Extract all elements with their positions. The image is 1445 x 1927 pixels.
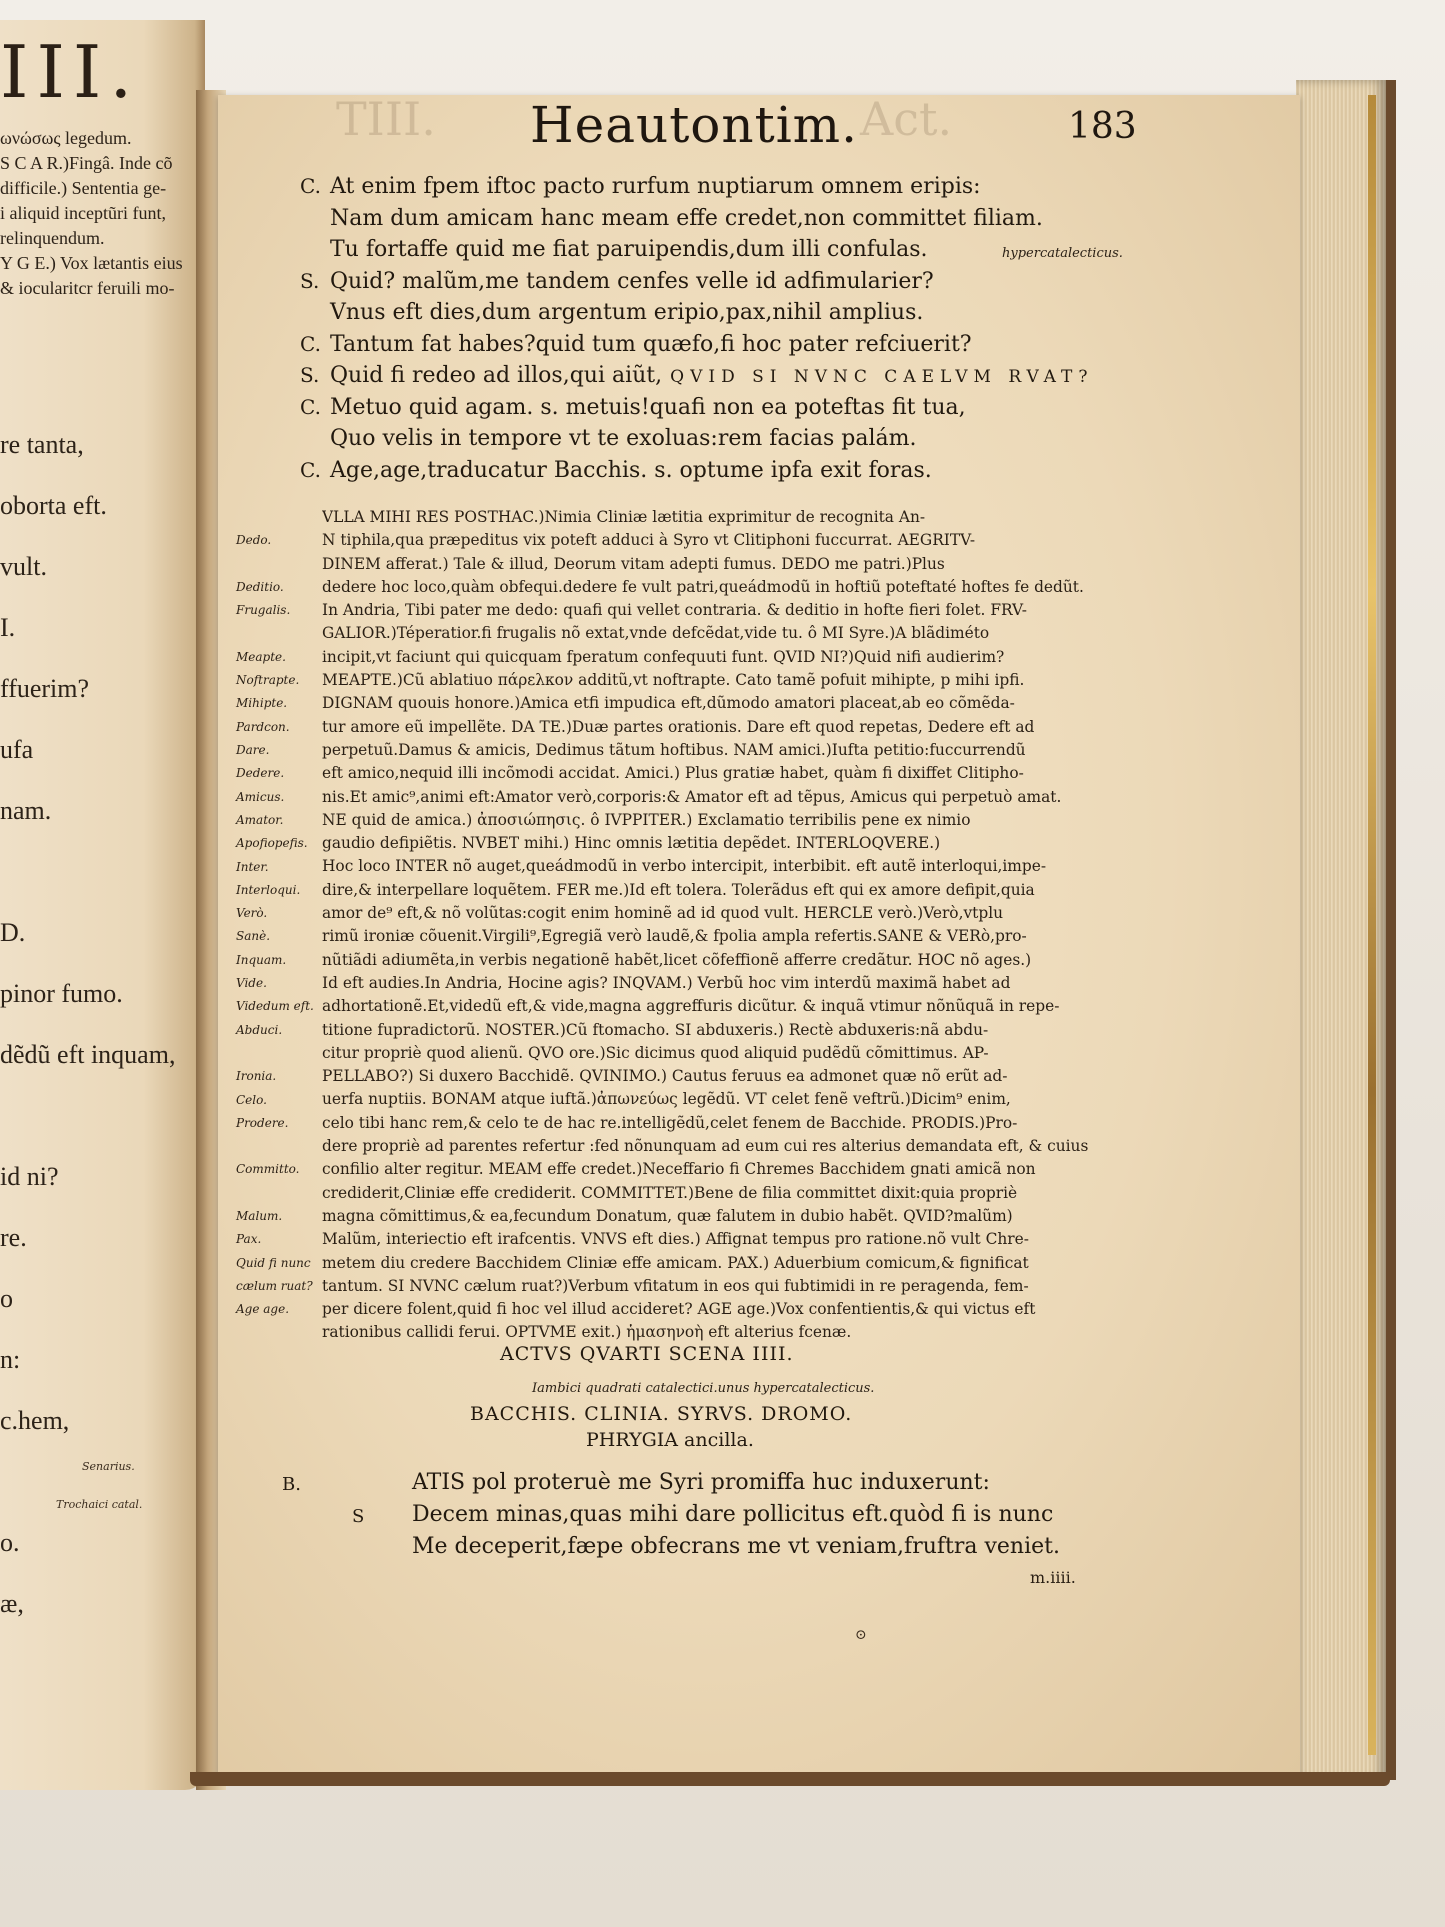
left-text-line: re tanta, [0, 430, 84, 459]
speaker-label: S. [300, 363, 320, 387]
margin-note: Abduci. [236, 1022, 283, 1037]
margin-note: Vide. [236, 976, 267, 990]
margin-note: Committo. [236, 1162, 300, 1177]
speaker-label: C. [300, 174, 321, 198]
commentary-line: N tiphila,qua præpeditus vix poteft adduci à Syro vt Clitiphoni fuccurrat. AEGRITV- [322, 531, 976, 550]
scene-verse-line: ATIS pol proteruè me Syri promiffa huc induxerunt: [412, 1470, 990, 1495]
commentary-line: PELLABO?) Si duxero Bacchidẽ. QVINIMO.) Cautus feruus ea admonet quæ nõ erũt ad- [322, 1067, 1008, 1086]
verse-text: Metuo quid agam. s. metuis!quafi non ea poteftas fit tua, [330, 394, 966, 420]
left-text-line: nam. [0, 796, 52, 825]
commentary-line: crediderit,Cliniæ effe crediderit. COMMITTET.)Bene de filia committet dixit:quia propriè [322, 1183, 1018, 1202]
margin-note: cælum ruat? [236, 1278, 313, 1293]
commentary-line: tur amore eũ impellẽte. DA TE.)Duæ partes orationis. Dare eft quod repetas, Dedere eft ad [322, 717, 1035, 736]
left-note-line: relinquendum. [0, 228, 105, 248]
commentary-line: celo tibi hanc rem,& celo te de hac re.intelligẽdũ,celet fenem de Bacchide. PRODIS.)Pro- [322, 1113, 1018, 1132]
section-meter: Iambici quadrati catalectici.unus hypercatalecticus. [532, 1381, 875, 1396]
left-page [0, 20, 205, 1790]
commentary-line: per dicere folent,quid fi hoc vel illud accideret? AGE age.)Vox confentientis,& qui victus eft [322, 1300, 1036, 1319]
verse-line [300, 332, 972, 357]
margin-note: Frugalis. [236, 603, 291, 618]
margin-note: Pardcon. [236, 719, 290, 734]
left-text-line: vult. [0, 552, 47, 581]
verse-text: Tu fortaffe quid me fiat paruipendis,dum illi confulas. [330, 237, 928, 262]
commentary-line: tantum. SI NVNC cælum ruat?)Verbum vfitatum in eos qui fubtimidi in re peragenda, fem- [322, 1276, 1029, 1295]
left-note-line: difficile.) Sententia ge- [0, 178, 167, 198]
margin-note: Quid fi nunc [236, 1255, 311, 1270]
verse-caps: QVID SI NVNC CAELVM RVAT? [670, 367, 1094, 387]
commentary-line: DIGNAM quouis honore.)Amica etfi impudica eft,dũmodo amatori placeat,ab eo cõmẽda- [322, 694, 1015, 713]
commentary-line: Hoc loco INTER nõ auget,queádmodũ in verbo intercipit, interbibit. eft autẽ interloqui,impe- [322, 857, 1047, 876]
margin-note: Prodere. [236, 1115, 289, 1130]
left-text-line: ufa [0, 735, 34, 764]
commentary-line: VLLA MIHI RES POSTHAC.)Nimia Cliniæ lætitia exprimitur de recognita An- [322, 508, 926, 526]
scene-verse-line: Me deceperit,fæpe obfecrans me vt veniam,fruftra veniet. [412, 1534, 1060, 1559]
margin-note: Interloqui. [236, 882, 301, 897]
bleed-through-text: Act. [860, 92, 953, 146]
page-number: 183 [1068, 106, 1137, 147]
left-text-line: æ, [0, 1589, 24, 1618]
left-note-line: i aliquid inceptũri funt, [0, 203, 166, 223]
verse-text: Nam dum amicam hanc meam effe credet,non committet filiam. [330, 205, 1043, 231]
commentary-line: rationibus callidi ferui. OPTVME exit.) ἡμασηνοὴ eft alterius fcenæ. [322, 1323, 852, 1342]
commentary-line: gaudio defipiẽtis. NVBET mihi.) Hinc omnis lætitia depẽdet. INTERLOQVERE.) [322, 834, 941, 853]
margin-note: Dedere. [236, 766, 285, 781]
section-title: ACTVS QVARTI SCENA IIII. [500, 1343, 794, 1365]
left-note-line: S C A R.)Fingâ. Inde cõ [0, 153, 173, 173]
left-text-line: ffuerim? [0, 674, 90, 703]
dramatis-personae-2: PHRYGIA ancilla. [586, 1429, 754, 1451]
left-note-line: ωνώσως legedum. [0, 128, 132, 148]
left-text-line: dẽdũ eft inquam, [0, 1040, 176, 1069]
speaker-label: C. [300, 394, 321, 419]
margin-note: Sanè. [236, 929, 271, 944]
margin-note: Apofiopefis. [236, 836, 308, 851]
left-text-line: n: [0, 1345, 21, 1374]
verse-text: At enim fpem iftoc pacto rurfum nuptiarum omnem eripis: [330, 174, 981, 199]
margin-note: Deditio. [236, 579, 284, 594]
commentary-line: uerfa nuptiis. BONAM atque iuftã.)ἀπωνεύως legẽdũ. VT celet fenẽ veftrũ.)Dicim⁹ enim, [322, 1090, 1011, 1109]
verse-text: Quid? malũm,me tandem cenfes velle id adfimularier? [330, 268, 934, 294]
commentary-line: MEAPTE.)Cũ ablatiuo πάρελκον additũ,vt noftrapte. Cato tamẽ pofuit mihipte, p mihi ipfi. [322, 671, 1025, 690]
commentary-line: magna cõmittimus,& ea,fecundum Donatum, quæ falutem in dubio habẽt. QVID?malũm) [322, 1206, 1013, 1225]
commentary-line: nũtiãdi adiumẽta,in verbis negationẽ habẽt,licet cõfeffionẽ afferre credãtur. HOC nõ ages.) [322, 950, 1032, 969]
margin-note: Inter. [236, 859, 269, 874]
verse-text: Quid fi redeo ad illos,qui aiũt, [330, 363, 663, 388]
gilt-edge [1368, 95, 1376, 1755]
left-text-line: id ni? [0, 1162, 59, 1191]
commentary-line: NE quid de amica.) ἀποσιώπησις. ô IVPPITER.) Exclamatio terribilis pene ex nimio [322, 810, 971, 829]
verse-text: Age,age,traducatur Bacchis. s. optume ipfa exit foras. [330, 457, 932, 483]
margin-note: Mihipte. [236, 696, 288, 711]
verse-text: Quo velis in tempore vt te exoluas:rem facias palám. [330, 426, 917, 451]
left-note-line: Y G E.) Vox lætantis eius [0, 253, 183, 273]
left-side-note: Trochaici catal. [56, 1498, 143, 1511]
commentary-line: GALIOR.)Téperatior.fi frugalis nõ extat,vnde defcẽdat,vide tu. ô MI Syre.)A blãdiméto [322, 624, 990, 643]
left-text-line: pinor fumo. [0, 979, 123, 1008]
margin-note: Noftrapte. [236, 673, 300, 688]
speaker-label: C. [300, 331, 321, 356]
left-text-line: o. [0, 1528, 20, 1557]
commentary-line: eft amico,nequid illi incõmodi accidat. Amici.) Plus gratiæ habet, quàm fi dixiffet Clitipho- [322, 764, 1024, 783]
commentary-block [322, 506, 1142, 1345]
margin-note: Meapte. [236, 649, 286, 664]
verse-line [300, 426, 916, 451]
page-edges [1296, 80, 1396, 1780]
speaker-label: B. [282, 1474, 301, 1495]
commentary-line: Malũm, interiectio eft irafcentis. VNVS eft dies.) Affignat tempus pro ratione.nõ vult Chre- [322, 1230, 1029, 1249]
commentary-line: confilio alter regitur. MEAM effe credet.)Neceffario fi Chremes Bacchidem gnati amicã non [322, 1160, 1036, 1179]
verse-text: Tantum fat habes?quid tum quæfo,fi hoc pater refciuerit? [330, 331, 972, 357]
commentary-line: Id eft audies.In Andria, Hocine agis? INQVAM.) Verbũ hoc vim interdũ maximã habet ad [322, 973, 1011, 992]
scene-verse-line: Decem minas,quas mihi dare pollicitus eft.quòd fi is nunc [412, 1502, 1054, 1527]
verse-line [300, 300, 923, 325]
margin-note: Pax. [236, 1232, 262, 1247]
speaker-label: S [352, 1506, 365, 1527]
left-text-line: D. [0, 918, 26, 947]
commentary-line: citur propriè quod alienũ. QVO ore.)Sic dicimus quod aliquid pudẽdũ cõmittimus. AP- [322, 1043, 989, 1062]
speaker-label: S. [300, 268, 320, 293]
commentary-line: rimũ ironiæ cõuenit.Virgili⁹,Egregiã verò laudẽ,& fpolia ampla refertis.SANE & VERò,pro- [322, 927, 1027, 946]
left-text-line: re. [0, 1223, 27, 1252]
margin-note: Dedo. [236, 533, 272, 548]
left-text-line: c.hem, [0, 1406, 70, 1435]
book-cover [190, 1772, 1390, 1786]
running-title: Heautontim. [530, 96, 858, 154]
commentary-line: titione fupradictorũ. NOSTER.)Cũ ftomacho. SI abduxeris.) Rectè abduxeris:nã abdu- [322, 1020, 989, 1039]
verse-line [300, 395, 966, 420]
verse-text: Vnus eft dies,dum argentum eripio,pax,nihil amplius. [330, 300, 924, 325]
verse-line [300, 363, 1093, 388]
margin-note: Celo. [236, 1092, 267, 1107]
signature-mark: m.iiii. [1030, 1568, 1076, 1587]
commentary-line: DINEM afferat.) Tale & illud, Deorum vitam adepti fumus. DEDO me patri.)Plus [322, 554, 945, 573]
commentary-line: adhortationẽ.Et,videdũ eft,& vide,magna aggreffuris dicũtur. & inquã vtimur nõnũquã in repe- [322, 997, 1060, 1016]
commentary-line: nis.Et amic⁹,animi eft:Amator verò,corporis:& Amator eft ad tẽpus, Amicus qui perpetuò amat. [322, 787, 1062, 806]
left-note-line: & iocularitcr feruili mo- [0, 278, 175, 298]
margin-note: Inquam. [236, 952, 287, 967]
commentary-line: dedere hoc loco,quàm obfequi.dedere fe vult patri,queádmodũ in hoftiũ poteftaté hoftes fe dedũt. [322, 577, 1084, 596]
margin-note: Ironia. [236, 1069, 277, 1084]
left-side-note: Senarius. [82, 1460, 135, 1473]
margin-note: Malum. [236, 1209, 283, 1223]
dramatis-personae: BACCHIS. CLINIA. SYRVS. DROMO. [470, 1403, 853, 1425]
speaker-label: C. [300, 457, 321, 482]
verse-line [300, 174, 981, 199]
commentary-line: dere propriè ad parentes refertur :fed nõnunquam ad eum cui res alterius demandata eft, & cuius [322, 1137, 1089, 1156]
verse-line [300, 269, 934, 294]
ornament: ⊙ [855, 1627, 867, 1643]
left-text-line: o [0, 1284, 13, 1313]
left-text-line: oborta eft. [0, 491, 107, 520]
commentary-line: amor de⁹ eft,& nõ volũtas:cogit enim hominẽ ad id quod vult. HERCLE verò.)Verò,vtplu [322, 904, 1004, 923]
commentary-line: dire,& interpellare loquẽtem. FER me.)Id eft tolera. Tolerãdus eft qui ex amore defipit,quia [322, 880, 1035, 899]
bleed-through-text: TIII. [336, 92, 436, 146]
verse-line [300, 206, 1043, 231]
margin-note: Dare. [236, 743, 270, 757]
left-text-line: I. [0, 613, 16, 642]
commentary-line: In Andria, Tibi pater me dedo: quafi qui vellet contraria. & deditio in hofte fieri folet. FRV- [322, 601, 1027, 620]
commentary-line: incipit,vt faciunt qui quicquam fperatum confequuti funt. QVID NI?)Quid nifi audierim? [322, 647, 1005, 666]
commentary-line: metem diu credere Bacchidem Cliniæ effe amicam. PAX.) Aduerbium comicum,& fignificat [322, 1253, 1029, 1272]
verse-line [300, 237, 928, 262]
margin-note: Videdum eft. [236, 999, 314, 1014]
left-page-header: III. [0, 30, 141, 114]
commentary-line: perpetuũ.Damus & amicis, Dedimus tãtum hoftibus. NAM amici.)Iufta petitio:fuccurrendũ [322, 740, 1026, 759]
verse-line [300, 458, 932, 483]
meter-note: hypercatalecticus. [1002, 246, 1123, 261]
margin-note: Age age. [236, 1302, 290, 1317]
margin-note: Amator. [236, 812, 284, 827]
margin-note: Amicus. [236, 789, 285, 804]
margin-note: Verò. [236, 906, 268, 921]
